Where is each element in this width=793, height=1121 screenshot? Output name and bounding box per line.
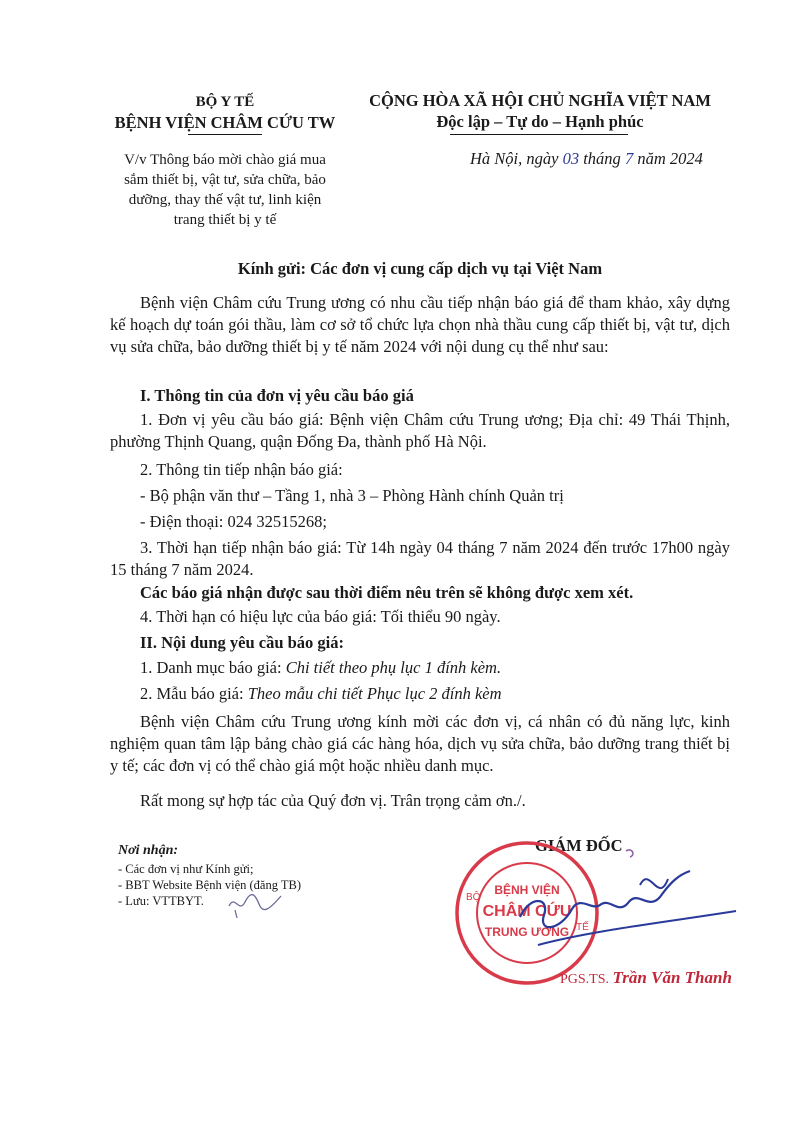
stamp-line2: CHÂM CỨU [482,903,572,920]
intro-paragraph: Bệnh viện Châm cứu Trung ương có nhu cầu tiếp nhận báo giá để tham khảo, xây dựng kế hoạch dự toán gói thầu, làm cơ sở tổ chức lựa chọn nhà thầu cung cấp thiết bị, vật tư, dịch vụ sửa chữa, bảo dưỡng thiết bị y tế năm 2024 với nội dung cụ thể như sau: [110,293,730,356]
section1-item4: 4. Thời hạn có hiệu lực của báo giá: Tối thiểu 90 ngày. [140,607,501,626]
date-day: 03 [562,149,580,168]
recipient-item: - Các đơn vị như Kính gửi; [118,862,254,876]
date-year: năm 2024 [637,149,703,168]
subject-line: dưỡng, thay thế vật tư, linh kiện [128,192,322,208]
section1-warning: Các báo giá nhận được sau thời điểm nêu trên sẽ không được xem xét. [140,583,634,602]
subject-line: V/v Thông báo mời chào giá mua [124,152,326,168]
section2-item2-value: Theo mẫu chi tiết Phục lục 2 đính kèm [247,684,502,703]
signer-full-name: Trần Văn Thanh [612,968,732,987]
closing-text: Rất mong sự hợp tác của Quý đơn vị. Trân trọng cảm ơn./. [140,791,526,810]
section2-item1-value: Chi tiết theo phụ lục 1 đính kèm. [285,658,502,677]
subject-line: sắm thiết bị, vật tư, sửa chữa, bảo [124,172,326,188]
section2-heading: II. Nội dung yêu cầu báo giá: [140,633,345,652]
recipient-item: - BBT Website Bệnh viện (đăng TB) [118,878,302,892]
motto-underline [450,134,628,135]
ministry-name: BỘ Y TẾ [195,94,255,110]
signature-position: GIÁM ĐỐC [535,836,623,855]
date-month-label: tháng [583,149,621,168]
stamp-line3: TRUNG ƯƠNG [484,925,570,939]
recipients-title: Nơi nhận: [118,843,179,858]
invitation-paragraph: Bệnh viện Châm cứu Trung ương kính mời các đơn vị, cá nhân có đủ năng lực, kinh nghiệm quan tâm lập bảng chào giá các hàng hóa, dịch vụ sửa chữa, bảo dưỡng trang thiết bị y tế; các đơn vị có thể chào giá một hoặc nhiều danh mục. [110,712,730,775]
date-month: 7 [624,149,634,168]
date-prefix: Hà Nội, ngày [470,149,559,168]
signer-name [560,968,732,988]
signer-prefix: PGS.TS. [560,972,610,987]
section2-item2-prefix: 2. Mẫu báo giá: [140,684,248,703]
stamp-side-right: TẾ [576,922,589,933]
initial-scribble-icon [225,888,285,918]
section1-item3: 3. Thời hạn tiếp nhận báo giá: Từ 14h ngày 04 tháng 7 năm 2024 đến trước 17h00 ngày 15 tháng 7 năm 2024. [110,538,730,579]
stamp-side-left: BỘ [466,892,481,903]
section1-item1: 1. Đơn vị yêu cầu báo giá: Bệnh viện Châm cứu Trung ương; Địa chỉ: 49 Thái Thịnh, phường Thịnh Quang, quận Đống Đa, thành phố Hà Nội. [110,410,730,451]
hospital-name: BỆNH VIỆN CHÂM CỨU TW [114,113,336,132]
nation-title: CỘNG HÒA XÃ HỘI CHỦ NGHĨA VIỆT NAM [369,91,711,110]
handwritten-signature-icon [500,845,740,965]
section1-heading: I. Thông tin của đơn vị yêu cầu báo giá [140,386,414,405]
subject-line: trang thiết bị y tế [173,212,277,228]
nation-motto: Độc lập – Tự do – Hạnh phúc [436,112,644,131]
section1-phone: - Điện thoại: 024 32515268; [140,512,327,531]
recipient-item: - Lưu: VTTBYT. [118,894,204,908]
date-line [470,149,703,169]
section1-dept: - Bộ phận văn thư – Tầng 1, nhà 3 – Phòng Hành chính Quản trị [140,486,564,505]
hospital-underline [188,134,262,135]
subject-block [110,150,340,230]
section2-item1-prefix: 1. Danh mục báo giá: [140,658,286,677]
salutation: Kính gửi: Các đơn vị cung cấp dịch vụ tại Việt Nam [237,259,603,278]
section2-item1 [110,657,760,679]
stamp-line1: BỆNH VIỆN [494,883,560,897]
section2-item2 [110,683,760,705]
section1-item2: 2. Thông tin tiếp nhận báo giá: [140,460,343,479]
